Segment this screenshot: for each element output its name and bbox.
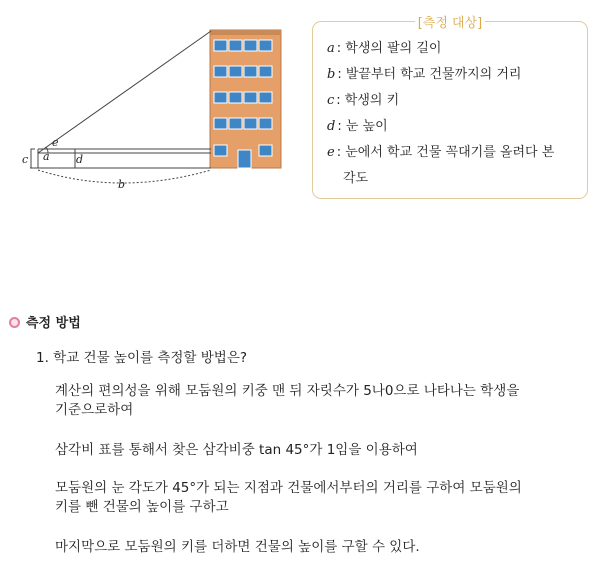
paragraph-line: 계산의 편의성을 위해 모둠원의 키중 맨 뒤 자릿수가 5나0으로 나타나는 학생을 [55, 383, 520, 399]
legend-item-c [327, 89, 399, 108]
measurement-diagram [0, 0, 300, 205]
legend-item-b [327, 63, 522, 82]
paragraph-2 [55, 441, 575, 460]
question: 1. 학교 건물 높이를 측정할 방법은? [36, 350, 248, 366]
legend-text: : 눈 높이 [337, 119, 388, 134]
legend-text: : 학생의 팔의 길이 [336, 41, 442, 56]
section-heading-text: 측정 방법 [26, 316, 81, 331]
legend-text: : 발끝부터 학교 건물까지의 거리 [337, 67, 522, 82]
legend-item-d [327, 115, 388, 134]
legend-item-e [327, 141, 554, 160]
paragraph-line: 기준으로하여 [55, 402, 134, 418]
legend-text: : 눈에서 학교 건물 꼭대기를 올려다 본 [336, 145, 555, 160]
paragraph-line: 키를 뺀 건물의 높이를 구하고 [55, 499, 229, 515]
measurement-targets-box [312, 16, 588, 199]
legend-var: d [327, 119, 336, 134]
legend-title: [측정 대상] [415, 16, 486, 31]
paragraph-4 [55, 538, 575, 557]
legend-var: a [327, 41, 335, 56]
legend-var: e [327, 145, 335, 160]
legend-text: 각도 [343, 171, 369, 186]
legend-text: : 학생의 키 [336, 93, 400, 108]
paragraph-1 [55, 382, 575, 420]
paragraph-line: 모둠원의 눈 각도가 45°가 되는 지점과 건물에서부터의 거리를 구하여 모둠원의 [55, 480, 522, 496]
legend-var: c [327, 93, 335, 108]
building-door [238, 150, 251, 168]
label-a: a [43, 150, 50, 163]
label-b: b [118, 178, 126, 191]
label-d: d [76, 153, 84, 166]
paragraph-3 [55, 479, 575, 517]
legend-var: b [327, 67, 336, 82]
target-icon [9, 317, 20, 328]
sight-line [38, 31, 211, 153]
legend-item-e-cont [343, 167, 368, 186]
section-heading [9, 312, 81, 331]
label-c: c [22, 153, 29, 166]
building-roof [210, 30, 281, 35]
legend-item-a [327, 37, 441, 56]
paragraph-line: 마지막으로 모둠원의 키를 더하면 건물의 높이를 구할 수 있다. [55, 539, 420, 555]
c-bracket [31, 149, 35, 168]
label-e: e [52, 136, 59, 149]
paragraph-line: 삼각비 표를 통해서 찾은 삼각비중 tan 45°가 1임을 이용하여 [55, 442, 418, 458]
